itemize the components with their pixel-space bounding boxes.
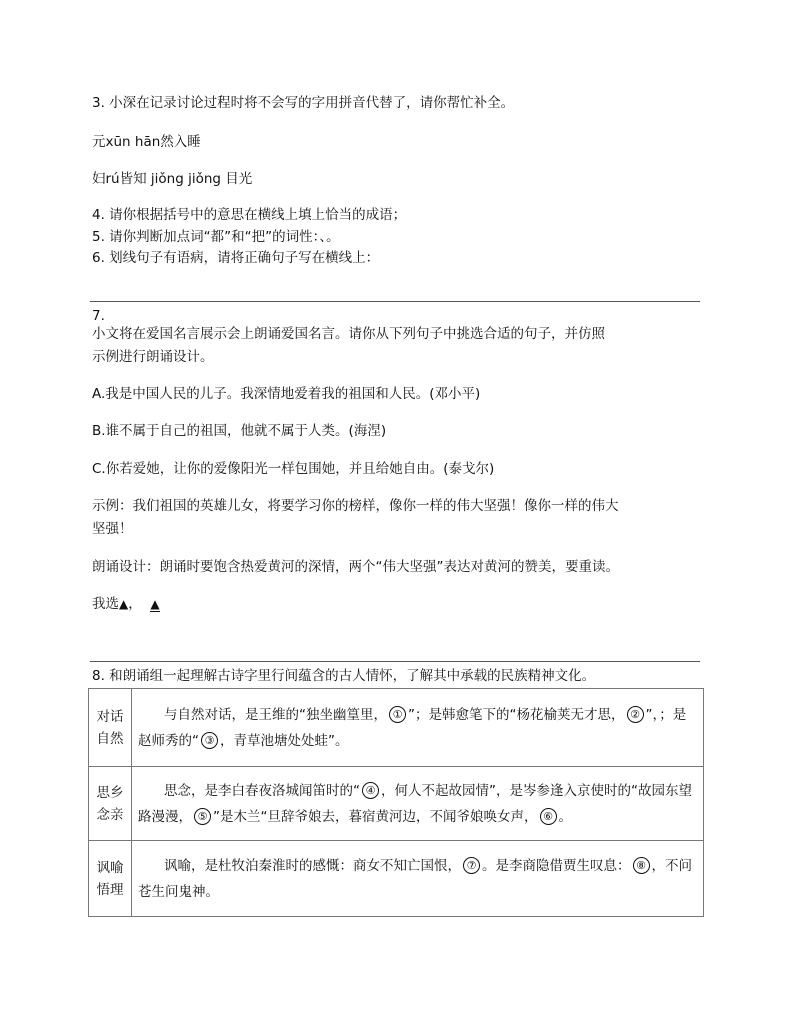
blank-number-2[interactable]: ② — [627, 706, 644, 723]
q7-prompt-line-1: 小文将在爱国名言展示会上朗诵爱国名言。请你从下列句子中挑选合适的句子，并仿照 — [92, 326, 605, 342]
q7-comma: ， — [128, 596, 142, 612]
q7-number: 7. — [92, 308, 105, 324]
q4-prompt: 4. 请你根据括号中的意思在横线上填上恰当的成语； — [92, 207, 407, 223]
row-category: 对话自然 — [89, 689, 132, 767]
q7-example-line-2: 坚强！ — [92, 521, 133, 537]
q5-prompt: 5. 请你判断加点词“都”和“把”的词性：、。 — [92, 229, 340, 245]
row-content: 思念，是李白春夜洛城闻笛时的“ ④ ，何人不起故园情”，是岑参逢入京使时的“故园东望路漫漫， ⑤ ”是木兰“旦辞爷娘去，暮宿黄河边，不闻爷娘唤女声， ⑥ 。 — [132, 767, 704, 841]
row-category: 思乡念亲 — [89, 767, 132, 841]
q7-option-b: B.谁不属于自己的祖国，他就不属于人类。(海涅) — [92, 423, 387, 439]
blank-number-6[interactable]: ⑥ — [540, 808, 557, 825]
table-row — [89, 767, 704, 841]
q3-pinyin-line-2: 妇rú皆知 jiǒng jiǒng 目光 — [92, 171, 253, 187]
blank-number-4[interactable]: ④ — [362, 782, 379, 799]
answer-blank-2[interactable]: ▲ — [150, 597, 160, 611]
q7-option-c: C.你若爱她，让你的爱像阳光一样包围她，并且给她自由。(泰戈尔) — [92, 461, 495, 477]
q7-prompt-line-2: 示例进行朗诵设计。 — [92, 349, 214, 365]
poetry-table — [88, 688, 704, 917]
blank-number-1[interactable]: ① — [389, 706, 406, 723]
q3-pinyin-line-1: 元xūn hān然入睡 — [92, 134, 201, 150]
table-row — [89, 689, 704, 767]
q7-option-a: A.我是中国人民的儿子。我深情地爱着我的祖国和人民。(邓小平) — [92, 386, 481, 402]
q7-design: 朗诵设计：朗诵时要饱含热爱黄河的深情，两个“伟大坚强”表达对黄河的赞美，要重读。 — [92, 559, 619, 575]
section-divider — [90, 661, 700, 662]
table-row — [89, 841, 704, 917]
q6-prompt: 6. 划线句子有语病，请将正确句子写在横线上： — [92, 250, 380, 266]
blank-number-3[interactable]: ③ — [201, 732, 218, 749]
q3-prompt: 3. 小深在记录讨论过程时将不会写的字用拼音代替了，请你帮忙补全。 — [92, 95, 515, 111]
blank-number-8[interactable]: ⑧ — [633, 857, 650, 874]
q7-choose-label: 我选 — [92, 596, 119, 612]
answer-blank-1[interactable]: ▲ — [119, 597, 129, 611]
blank-number-5[interactable]: ⑤ — [194, 808, 211, 825]
row-content: 与自然对话，是王维的“独坐幽篁里， ① ”；是韩愈笔下的“杨花榆荚无才思， ② ”，；是赵师秀的“ ③ ，青草池塘处处蛙”。 — [132, 689, 704, 767]
q7-choose-line — [92, 594, 160, 614]
blank-number-7[interactable]: ⑦ — [463, 857, 480, 874]
row-content: 讽喻，是杜牧泊秦淮时的感慨：商女不知亡国恨， ⑦ 。是李商隐借贾生叹息： ⑧ ，不问苍生问鬼神。 — [132, 841, 704, 917]
row-category: 讽喻悟理 — [89, 841, 132, 917]
q8-prompt: 8. 和朗诵组一起理解古诗字里行间蕴含的古人情怀，了解其中承载的民族精神文化。 — [92, 668, 596, 684]
q7-example-line-1: 示例：我们祖国的英雄儿女，将要学习你的榜样，像你一样的伟大坚强！像你一样的伟大 — [92, 498, 619, 514]
section-divider — [90, 301, 700, 302]
